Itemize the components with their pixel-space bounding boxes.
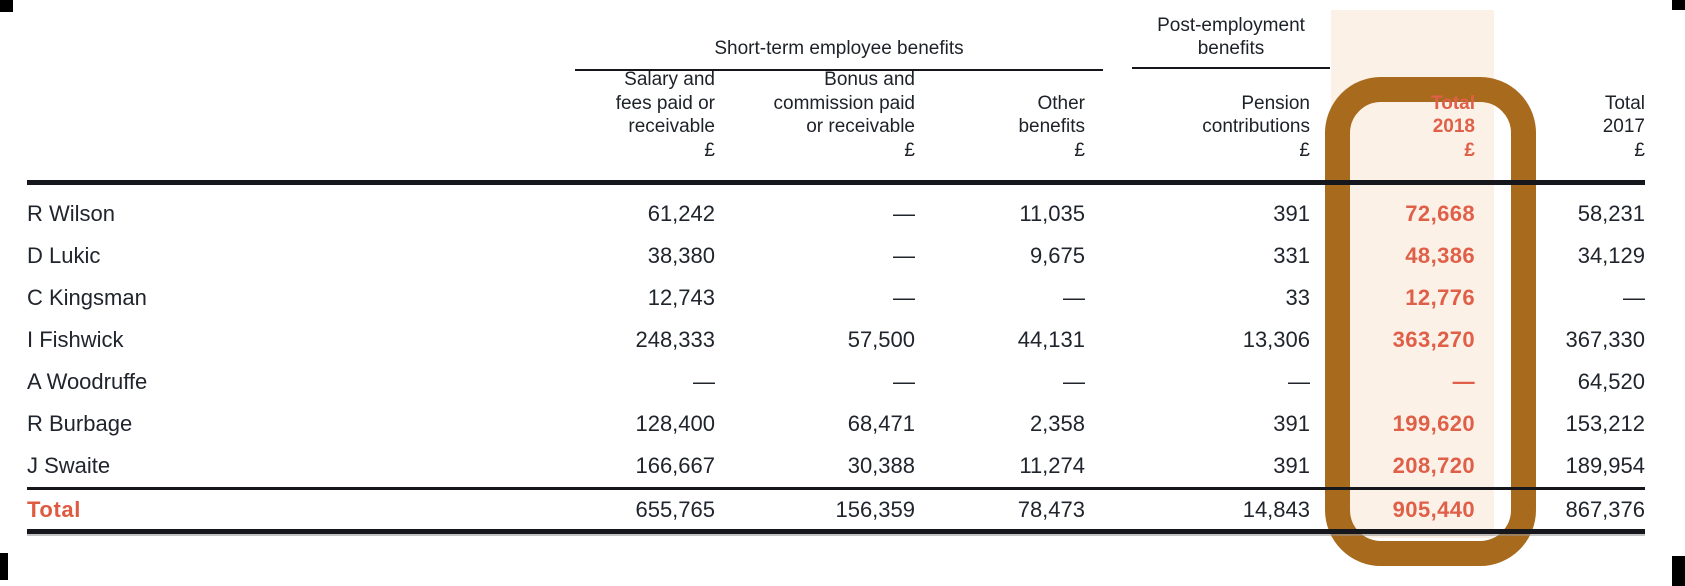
cell-total_2017: 34,129 <box>1577 243 1645 268</box>
group-header-post-employment-line1: Post-employment <box>1157 15 1305 36</box>
column-header-pension: Pension contributions £ <box>1085 92 1310 163</box>
crop-mark-bottom-right <box>1672 556 1685 586</box>
cell-other: 11,035 <box>1019 201 1085 226</box>
cell-total_2018: — <box>1452 369 1475 394</box>
cell-pension: 391 <box>1273 411 1310 436</box>
group-header-post-employment-line2: benefits <box>1197 38 1265 59</box>
cell-salary: — <box>693 369 715 394</box>
cell-bonus: 57,500 <box>847 327 915 352</box>
cell-salary: 166,667 <box>635 453 715 478</box>
cell-total_2017: — <box>1623 285 1645 310</box>
crop-mark-top-right <box>1672 0 1685 10</box>
row-label: I Fishwick <box>27 327 124 352</box>
cell-bonus: 30,388 <box>847 453 915 478</box>
currency-symbol: £ <box>1634 139 1645 161</box>
row-label: R Burbage <box>27 411 133 436</box>
cell-total_2018: 363,270 <box>1392 327 1475 352</box>
row-label: R Wilson <box>27 201 116 226</box>
currency-symbol: £ <box>1074 139 1085 161</box>
cell-total_2018: 12,776 <box>1405 285 1475 310</box>
cell-other: 2,358 <box>1029 411 1085 436</box>
row-label: D Lukic <box>27 243 101 268</box>
cell-salary: 61,242 <box>647 201 715 226</box>
currency-symbol: £ <box>1464 139 1475 161</box>
cell-salary: 38,380 <box>647 243 715 268</box>
table-row <box>27 445 1645 487</box>
column-header-other-benefits: Other benefits £ <box>915 92 1085 163</box>
column-header-salary: Salary and fees paid or receivable £ <box>407 68 715 162</box>
cell-other: — <box>1063 285 1085 310</box>
table-row <box>27 193 1645 235</box>
total-2018-grand-total: 905,440 <box>1392 496 1475 522</box>
cell-total_2017: 189,954 <box>1565 453 1645 478</box>
total-2017-grand-total: 867,376 <box>1565 496 1645 522</box>
table-row <box>27 277 1645 319</box>
cell-salary: 128,400 <box>635 411 715 436</box>
cell-other: — <box>1063 369 1085 394</box>
table-body <box>27 185 1645 487</box>
total-salary: 655,765 <box>635 496 715 522</box>
table-row <box>27 403 1645 445</box>
cell-bonus: 68,471 <box>847 411 915 436</box>
cell-salary: 12,743 <box>647 285 715 310</box>
column-header-total-2017: Total 2017 £ <box>1475 92 1645 163</box>
cell-bonus: — <box>893 243 915 268</box>
row-label: C Kingsman <box>27 285 147 310</box>
column-header-total-2018: Total 2018 £ <box>1310 92 1475 163</box>
row-label: A Woodruffe <box>27 369 148 394</box>
cell-pension: 391 <box>1273 453 1310 478</box>
cell-total_2017: 153,212 <box>1565 411 1645 436</box>
cell-salary: 248,333 <box>635 327 715 352</box>
cell-total_2017: 64,520 <box>1577 369 1645 394</box>
row-label: J Swaite <box>27 453 111 478</box>
group-header-short-term <box>575 37 1103 71</box>
cell-other: 11,274 <box>1019 453 1085 478</box>
cell-total_2018: 72,668 <box>1405 201 1475 226</box>
table-header <box>27 8 1645 185</box>
currency-symbol: £ <box>904 139 915 161</box>
cell-bonus: — <box>893 285 915 310</box>
total-pension: 14,843 <box>1242 496 1310 522</box>
currency-symbol: £ <box>1299 139 1310 161</box>
crop-mark-top-left <box>0 0 13 12</box>
table-row <box>27 361 1645 403</box>
table-row <box>27 235 1645 277</box>
total-other-benefits: 78,473 <box>1017 496 1085 522</box>
cell-pension: — <box>1288 369 1310 394</box>
cell-pension: 13,306 <box>1242 327 1310 352</box>
cell-total_2018: 48,386 <box>1405 243 1475 268</box>
group-header-short-term-label: Short-term employee benefits <box>714 38 964 59</box>
cell-pension: 331 <box>1273 243 1310 268</box>
currency-symbol: £ <box>704 139 715 161</box>
cell-bonus: — <box>893 369 915 394</box>
group-header-post-employment <box>1132 14 1330 69</box>
cell-other: 44,131 <box>1017 327 1085 352</box>
table-total-row <box>27 487 1645 534</box>
cell-bonus: — <box>893 201 915 226</box>
crop-mark-bottom-left <box>0 553 8 580</box>
cell-pension: 391 <box>1273 201 1310 226</box>
remuneration-table <box>27 8 1645 534</box>
cell-total_2018: 199,620 <box>1392 411 1475 436</box>
column-header-bonus: Bonus and commission paid or receivable £ <box>715 68 915 162</box>
cell-total_2017: 367,330 <box>1565 327 1645 352</box>
table-row <box>27 319 1645 361</box>
cell-total_2018: 208,720 <box>1392 453 1475 478</box>
column-header-row <box>27 68 1645 162</box>
total-row-label: Total <box>27 496 81 522</box>
total-bonus: 156,359 <box>835 496 915 522</box>
cell-other: 9,675 <box>1029 243 1085 268</box>
cell-pension: 33 <box>1285 285 1310 310</box>
cell-total_2017: 58,231 <box>1577 201 1645 226</box>
